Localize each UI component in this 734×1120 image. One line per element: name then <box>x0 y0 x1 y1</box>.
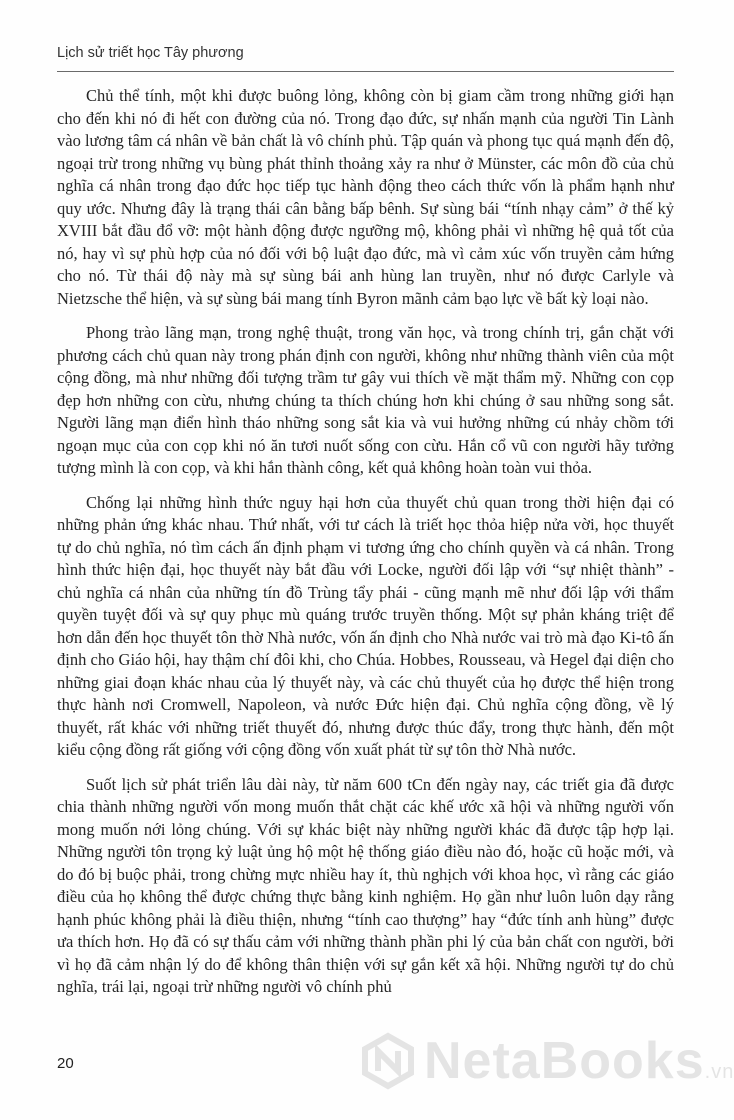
page-number: 20 <box>57 1055 74 1072</box>
paragraph: Phong trào lãng mạn, trong nghệ thuật, trong văn học, và trong chính trị, gắn chặt với phương cách chủ quan này trong phán định con người, không như những thành viên của một cộng đồng, mà như những đối tượng trầm tư gây vui thích về mặt thẩm mỹ. Những con cọp đẹp hơn những con cừu, nhưng chúng ta thích chúng hơn khi chúng ở sau những song sắt. Người lãng mạn điển hình tháo những song sắt kia và vui hưởng những cú nhảy chồm tới ngoạn mục của con cọp khi nó ăn tươi nuốt sống con cừu. Hắn cổ vũ con người hãy tưởng tượng mình là con cọp, và khi hắn thành công, kết quả không hoàn toàn vui thỏa. <box>57 323 674 477</box>
watermark <box>360 1026 734 1096</box>
paragraph: Suốt lịch sử phát triển lâu dài này, từ năm 600 tCn đến ngày nay, các triết gia đã được chia thành những người vốn mong muốn thắt chặt các khế ước xã hội và những người vốn mong muốn nới lỏng chúng. Với sự khác biệt này những người khác đã được tập hợp lại. Những người tôn trọng kỷ luật ủng hộ một hệ thống giáo điều nào đó, hoặc cũ hoặc mới, và do đó bị buộc phải, trong chừng mực nhiều hay ít, thù nghịch với khoa học, vì rằng các giáo điều của họ không thể được chứng thực bằng kinh nghiệm. Họ gần như luôn luôn dạy rằng hạnh phúc không phải là điều thiện, nhưng “tính cao thượng” hay “đức tính anh hùng” được ưa thích hơn. Họ đã có sự thấu cảm với những thành phần phi lý của bản chất con người, bởi vì họ đã cảm nhận lý do để không thân thiện với sự gắn kết xã hội. Những người tự do chủ nghĩa, trái lại, ngoại trừ những người vô chính phủ <box>57 774 674 996</box>
watermark-text: NetaBooks.vn <box>424 1032 734 1090</box>
running-header: Lịch sử triết học Tây phương <box>57 45 244 61</box>
paragraph: Chống lại những hình thức nguy hại hơn của thuyết chủ quan trong thời hiện đại có những phản ứng khác nhau. Thứ nhất, với tư cách là triết học thỏa hiệp nửa vời, học thuyết tự do chủ nghĩa, nó tìm cách ấn định phạm vi tương ứng cho chính quyền và cá nhân. Trong hình thức hiện đại, học thuyết này bắt đầu với Locke, người đối lập với “sự nhiệt thành” - chủ nghĩa cá nhân của những tín đồ Trùng tẩy phái - cũng mạnh mẽ như đối lập với thẩm quyền tuyệt đối và sự quy phục mù quáng trước truyền thống. Một sự phản kháng triệt để hơn dẫn đến học thuyết tôn thờ Nhà nước, vốn ấn định cho Nhà nước vai trò mà đạo Ki-tô ấn định cho Giáo hội, hay thậm chí đôi khi, cho Chúa. Hobbes, Rousseau, và Hegel đại diện cho những giai đoạn khác nhau của lý thuyết này, và các chủ thuyết của họ được thể hiện trong thực hành nơi Cromwell, Napoleon, và nước Đức hiện đại. Chủ nghĩa cộng đồng, về lý thuyết, rất khác với những triết thuyết đó, nhưng được thúc đẩy, trong thực hành, đến một kiểu cộng đồng rất giống với cộng đồng vốn xuất phát từ sự tôn thờ Nhà nước. <box>57 492 674 759</box>
header-rule <box>57 71 674 72</box>
netabooks-logo-icon <box>360 1033 416 1089</box>
paragraph: Chủ thể tính, một khi được buông lỏng, không còn bị giam cầm trong những giới hạn cho đến khi nó đi hết con đường của nó. Trong đạo đức, sự nhấn mạnh của người Tin Lành vào lương tâm cá nhân về bản chất là vô chính phủ. Tập quán và phong tục quá mạnh đến độ, ngoại trừ trong những vụ bùng phát thỉnh thoảng xảy ra như ở Münster, các môn đồ của chủ nghĩa cá nhân trong đạo đức học tiếp tục hành động theo cách thức vốn là phẩm hạnh như quy ước. Nhưng đây là trạng thái cân bằng bấp bênh. Sự sùng bái “tính nhạy cảm” ở thế kỷ XVIII bắt đầu đổ vỡ: một hành động được ngưỡng mộ, không phải vì những hệ quả tốt của nó, hay vì sự phù hợp của nó đối với bộ luật đạo đức, mà vì cảm xúc vốn truyền cảm hứng cho nó. Từ thái độ này mà sự sùng bái anh hùng lan truyền, như nó được Carlyle và Nietzsche thể hiện, và sự sùng bái mang tính Byron mãnh cảm bạo lực về bất kỳ loại nào. <box>57 86 674 308</box>
page-body <box>57 85 674 1011</box>
